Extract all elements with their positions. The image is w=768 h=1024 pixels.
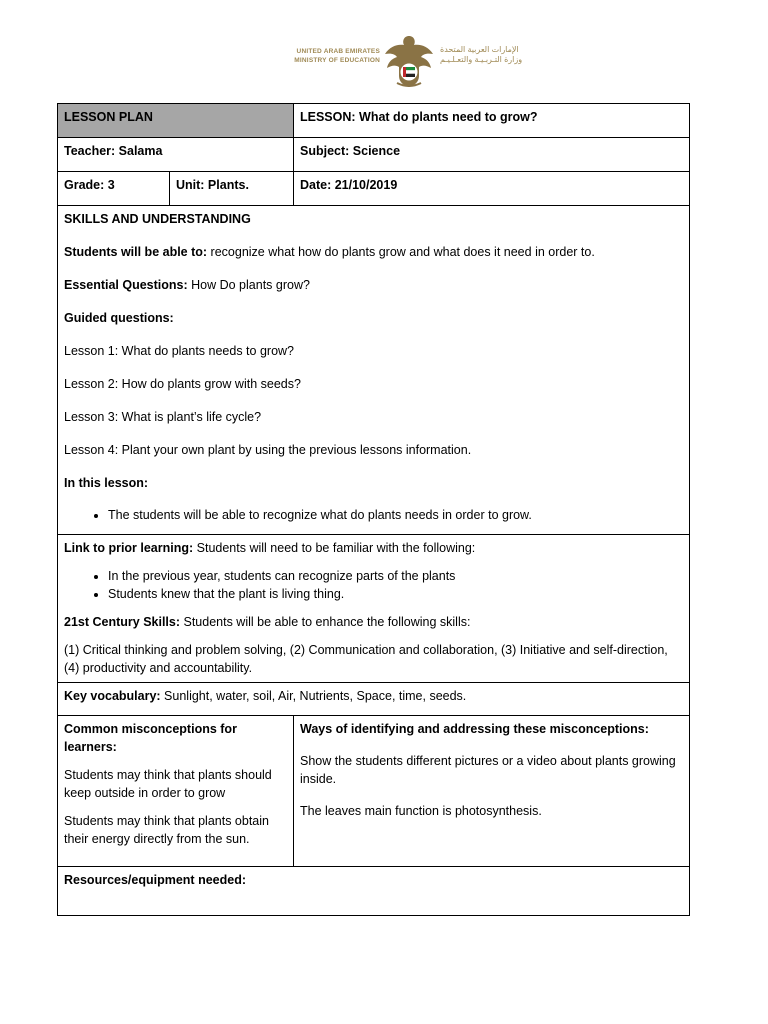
prior-learning-section	[58, 535, 690, 683]
misconception-item: Students may think that plants should keep outside in order to grow	[64, 768, 272, 800]
list-item: • In the previous year, students can recognize parts of the plants	[108, 567, 683, 585]
lesson-question-4: Lesson 4: Plant your own plant by using the previous lessons information.	[64, 443, 472, 457]
grade-cell: Grade: 3	[58, 172, 170, 206]
guided-questions-label: Guided questions:	[64, 311, 174, 325]
table-row	[58, 172, 690, 206]
addressing-item: Show the students different pictures or a video about plants growing inside.	[300, 754, 676, 786]
table-row	[58, 683, 690, 716]
table-row	[58, 104, 690, 138]
lesson-plan-label: LESSON PLAN	[58, 104, 294, 138]
essential-questions-line: Essential Questions: How Do plants grow?	[64, 278, 310, 292]
in-this-lesson-list	[64, 506, 683, 524]
ministry-header	[0, 30, 768, 92]
lesson-question-2: Lesson 2: How do plants grow with seeds?	[64, 377, 301, 391]
misconceptions-heading: Common misconceptions for learners:	[64, 722, 237, 754]
unit-cell: Unit: Plants.	[170, 172, 294, 206]
skills-section	[58, 206, 690, 535]
table-row	[58, 716, 690, 867]
list-item: • The students will be able to recognize what do plants needs in order to grow.	[108, 506, 683, 524]
date-cell: Date: 21/10/2019	[294, 172, 690, 206]
resources-cell: Resources/equipment needed:	[58, 867, 690, 916]
lesson-plan-table	[57, 103, 690, 916]
skills-heading: SKILLS AND UNDERSTANDING	[64, 212, 251, 226]
addressing-misconceptions-cell	[294, 716, 690, 867]
students-able-line: Students will be able to: recognize what how do plants grow and what does it need in order to.	[64, 245, 595, 259]
uae-emblem-icon	[382, 32, 436, 90]
list-item: • Students knew that the plant is living thing.	[108, 585, 683, 603]
addressing-heading: Ways of identifying and addressing these misconceptions:	[300, 722, 649, 736]
addressing-item: The leaves main function is photosynthesis.	[300, 804, 542, 818]
ministry-name-english: UNITED ARAB EMIRATES MINISTRY OF EDUCATION	[294, 48, 380, 64]
table-row	[58, 206, 690, 535]
century-skills-line: 21st Century Skills: Students will be able to enhance the following skills:	[64, 615, 471, 629]
key-vocabulary-cell: Key vocabulary: Sunlight, water, soil, Air, Nutrients, Space, time, seeds.	[58, 683, 690, 716]
table-row	[58, 535, 690, 683]
subject-cell: Subject: Science	[294, 138, 690, 172]
misconception-item: Students may think that plants obtain their energy directly from the sun.	[64, 814, 269, 846]
prior-learning-line: Link to prior learning: Students will need to be familiar with the following:	[64, 541, 476, 555]
in-this-lesson-label: In this lesson:	[64, 476, 149, 490]
table-row	[58, 867, 690, 916]
lesson-question-1: Lesson 1: What do plants needs to grow?	[64, 344, 295, 358]
table-row	[58, 138, 690, 172]
prior-learning-list	[64, 567, 683, 603]
teacher-cell: Teacher: Salama	[58, 138, 294, 172]
century-skills-list: (1) Critical thinking and problem solving, (2) Communication and collaboration, (3) Initiative and self-direction, (4) productivity and accountability.	[64, 643, 668, 675]
ministry-name-arabic: الإمارات العربية المتحدة وزارة التـربـيـة والتعـلـيـم	[440, 45, 523, 64]
lesson-title: LESSON: What do plants need to grow?	[294, 104, 690, 138]
lesson-question-3: Lesson 3: What is plant’s life cycle?	[64, 410, 262, 424]
misconceptions-cell	[58, 716, 294, 867]
